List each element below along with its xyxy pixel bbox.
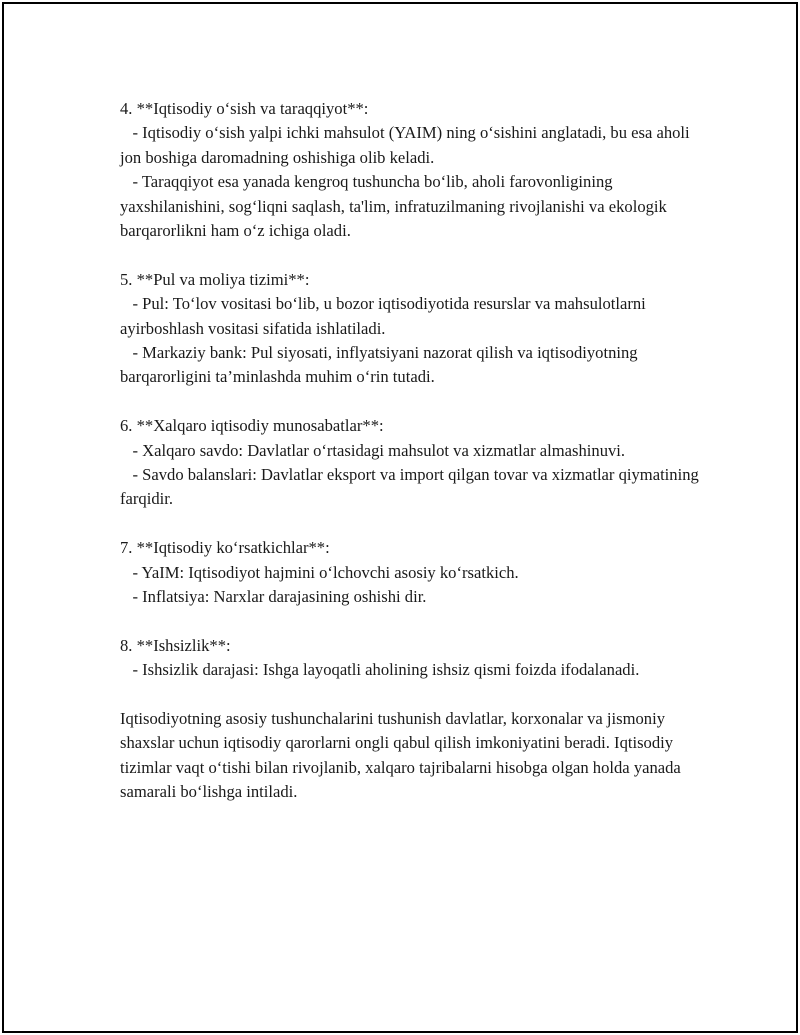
section-international-relations bbox=[120, 414, 710, 512]
section-heading: 4. **Iqtisodiy o‘sish va taraqqiyot**: bbox=[120, 99, 369, 118]
list-item: - Markaziy bank: Pul siyosati, inflyatsiyani nazorat qilish va iqtisodiyotning barqarorligini ta’minlashda muhim o‘rin tutadi. bbox=[120, 343, 642, 387]
section-heading: 6. **Xalqaro iqtisodiy munosabatlar**: bbox=[120, 416, 384, 436]
list-item: - Taraqqiyot esa yanada kengroq tushuncha bo‘lib, aholi farovonligining yaxshilanishini, sog‘liqni saqlash, ta'lim, infratuzilmaning rivojlanishi va ekologik barqarorlikni ham o‘z ichiga oladi. bbox=[120, 172, 671, 241]
list-item: - Savdo balanslari: Davlatlar eksport va import qilgan tovar va xizmatlar qiymatining farqidir. bbox=[120, 465, 703, 509]
page-frame bbox=[2, 2, 798, 1033]
list-item: - Inflatsiya: Narxlar darajasining oshishi dir. bbox=[120, 587, 427, 607]
list-item: - Ishsizlik darajasi: Ishga layoqatli aholining ishsiz qismi foizda ifodalanadi. bbox=[120, 660, 640, 680]
list-item: - Xalqaro savdo: Davlatlar o‘rtasidagi mahsulot va xizmatlar almashinuvi. bbox=[120, 440, 626, 460]
section-economic-indicators bbox=[120, 536, 710, 609]
section-heading: 5. **Pul va moliya tizimi**: bbox=[120, 269, 310, 289]
section-economic-growth bbox=[120, 97, 710, 243]
list-item: - Pul: To‘lov vositasi bo‘lib, u bozor iqtisodiyotida resurslar va mahsulotlarni ayirboshlash vositasi sifatida ishlatiladi. bbox=[120, 294, 650, 338]
section-heading: 8. **Ishsizlik**: bbox=[120, 635, 231, 655]
list-item: - Iqtisodiy o‘sish yalpi ichki mahsulot (YAIM) ning o‘sishini anglatadi, bu esa aholi jon boshiga daromadning oshishiga olib keladi. bbox=[120, 123, 694, 167]
list-item: - YaIM: Iqtisodiyot hajmini o‘lchovchi asosiy ko‘rsatkich. bbox=[120, 562, 519, 582]
section-unemployment bbox=[120, 634, 710, 683]
section-heading: 7. **Iqtisodiy ko‘rsatkichlar**: bbox=[120, 538, 330, 558]
section-money-finance bbox=[120, 268, 710, 390]
closing-paragraph: Iqtisodiyotning asosiy tushunchalarini tushunish davlatlar, korxonalar va jismoniy shaxslar uchun iqtisodiy qarorlarni ongli qabul qilish imkoniyatini beradi. Iqtisodiy tizimlar vaqt o‘tishi bilan rivojlanib, xalqaro tajribalarni hisobga olgan holda yanada samarali bo‘lishga intiladi. bbox=[120, 709, 685, 802]
document-body bbox=[120, 97, 710, 805]
